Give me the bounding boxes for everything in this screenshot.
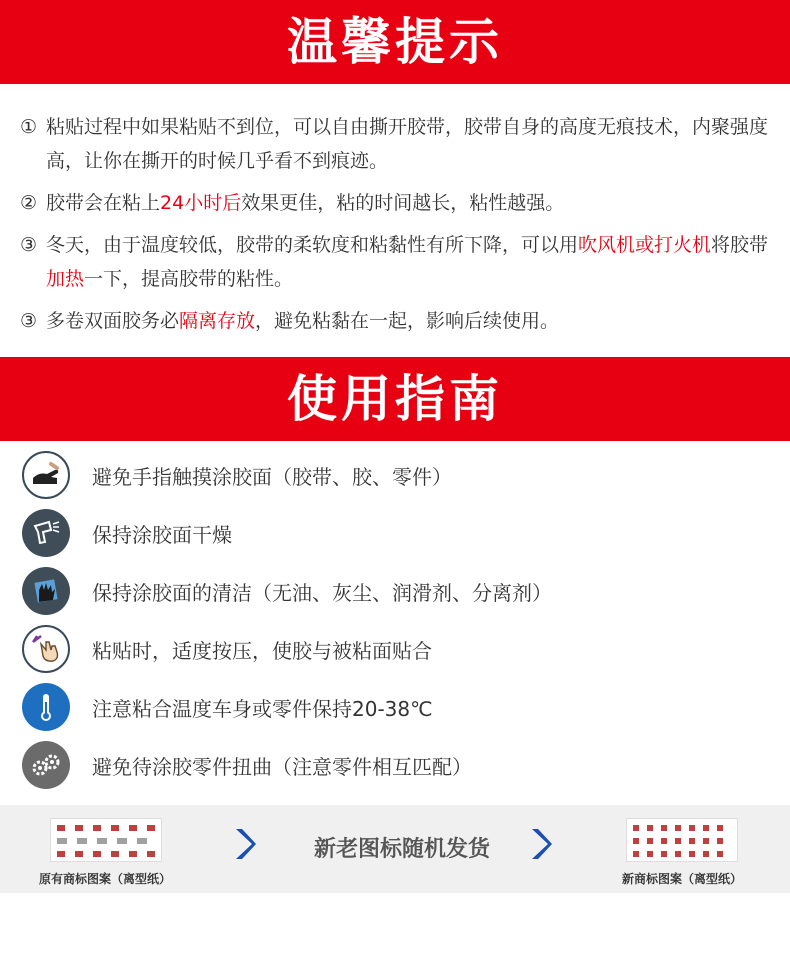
tip-text: 一下，提高胶带的粘性。 bbox=[84, 268, 294, 290]
hair-dryer-icon bbox=[22, 509, 70, 557]
guide-banner: 使用指南 bbox=[0, 357, 790, 441]
tip-text: 粘贴过程中如果粘贴不到位，可以自由撕开胶带，胶带自身的高度无痕技术，内聚强度高，让你在撕开的时候几乎看不到痕迹。 bbox=[46, 116, 769, 172]
guide-row bbox=[22, 446, 782, 504]
finger-touch-icon bbox=[22, 451, 70, 499]
guide-row bbox=[22, 562, 782, 620]
tip-item bbox=[20, 228, 780, 296]
guide-list bbox=[22, 446, 782, 794]
tip-number: ③ bbox=[20, 310, 38, 332]
tip-highlight: 吹风机或打火机 bbox=[578, 234, 712, 256]
chevron-right-icon bbox=[232, 826, 258, 862]
guide-row bbox=[22, 620, 782, 678]
new-logo-caption: 新商标图案（离型纸） bbox=[621, 872, 742, 886]
guide-row bbox=[22, 678, 782, 736]
new-logo-swatch bbox=[626, 818, 738, 862]
tip-number: ② bbox=[20, 192, 38, 214]
guide-row bbox=[22, 736, 782, 794]
tip-highlight: 隔离存放 bbox=[179, 310, 256, 332]
guide-label: 保持涂胶面干燥 bbox=[92, 522, 232, 547]
tip-number: ③ bbox=[20, 234, 38, 256]
tip-item bbox=[20, 186, 780, 220]
tip-text: 胶带会在粘上 bbox=[46, 192, 161, 214]
old-logo-swatch bbox=[50, 818, 162, 862]
tip-text: ，避免粘黏在一起，影响后续使用。 bbox=[255, 310, 560, 332]
tips-list bbox=[20, 110, 780, 346]
tip-text: 冬天，由于温度较低，胶带的柔软度和粘黏性有所下降，可以用 bbox=[46, 234, 579, 256]
tip-text: 多卷双面胶务必 bbox=[46, 310, 180, 332]
guide-label: 保持涂胶面的清洁（无油、灰尘、润滑剂、分离剂） bbox=[92, 580, 552, 605]
thermometer-icon bbox=[22, 683, 70, 731]
tip-item bbox=[20, 304, 780, 338]
press-hand-icon bbox=[22, 625, 70, 673]
tip-highlight: 加热 bbox=[46, 268, 85, 290]
slogan: 新老图标随机发货 bbox=[313, 837, 490, 862]
tips-banner: 温馨提示 bbox=[0, 0, 790, 84]
old-logo-caption: 原有商标图案（离型纸） bbox=[38, 872, 171, 886]
guide-row bbox=[22, 504, 782, 562]
tip-text: 将胶带 bbox=[711, 234, 769, 256]
guide-label: 避免手指触摸涂胶面（胶带、胶、零件） bbox=[92, 464, 452, 489]
tip-highlight: 24小时后 bbox=[160, 192, 242, 214]
guide-label: 粘贴时，适度按压，使胶与被粘面贴合 bbox=[92, 638, 432, 663]
glove-icon bbox=[22, 567, 70, 615]
tip-item bbox=[20, 110, 780, 178]
tip-text: 效果更佳，粘的时间越长，粘性越强。 bbox=[241, 192, 565, 214]
chevron-right-icon bbox=[528, 826, 554, 862]
tip-number: ① bbox=[20, 116, 38, 138]
guide-label: 避免待涂胶零件扭曲（注意零件相互匹配） bbox=[92, 754, 472, 779]
gears-icon bbox=[22, 741, 70, 789]
guide-label: 注意粘合温度车身或零件保持20-38℃ bbox=[92, 696, 433, 721]
